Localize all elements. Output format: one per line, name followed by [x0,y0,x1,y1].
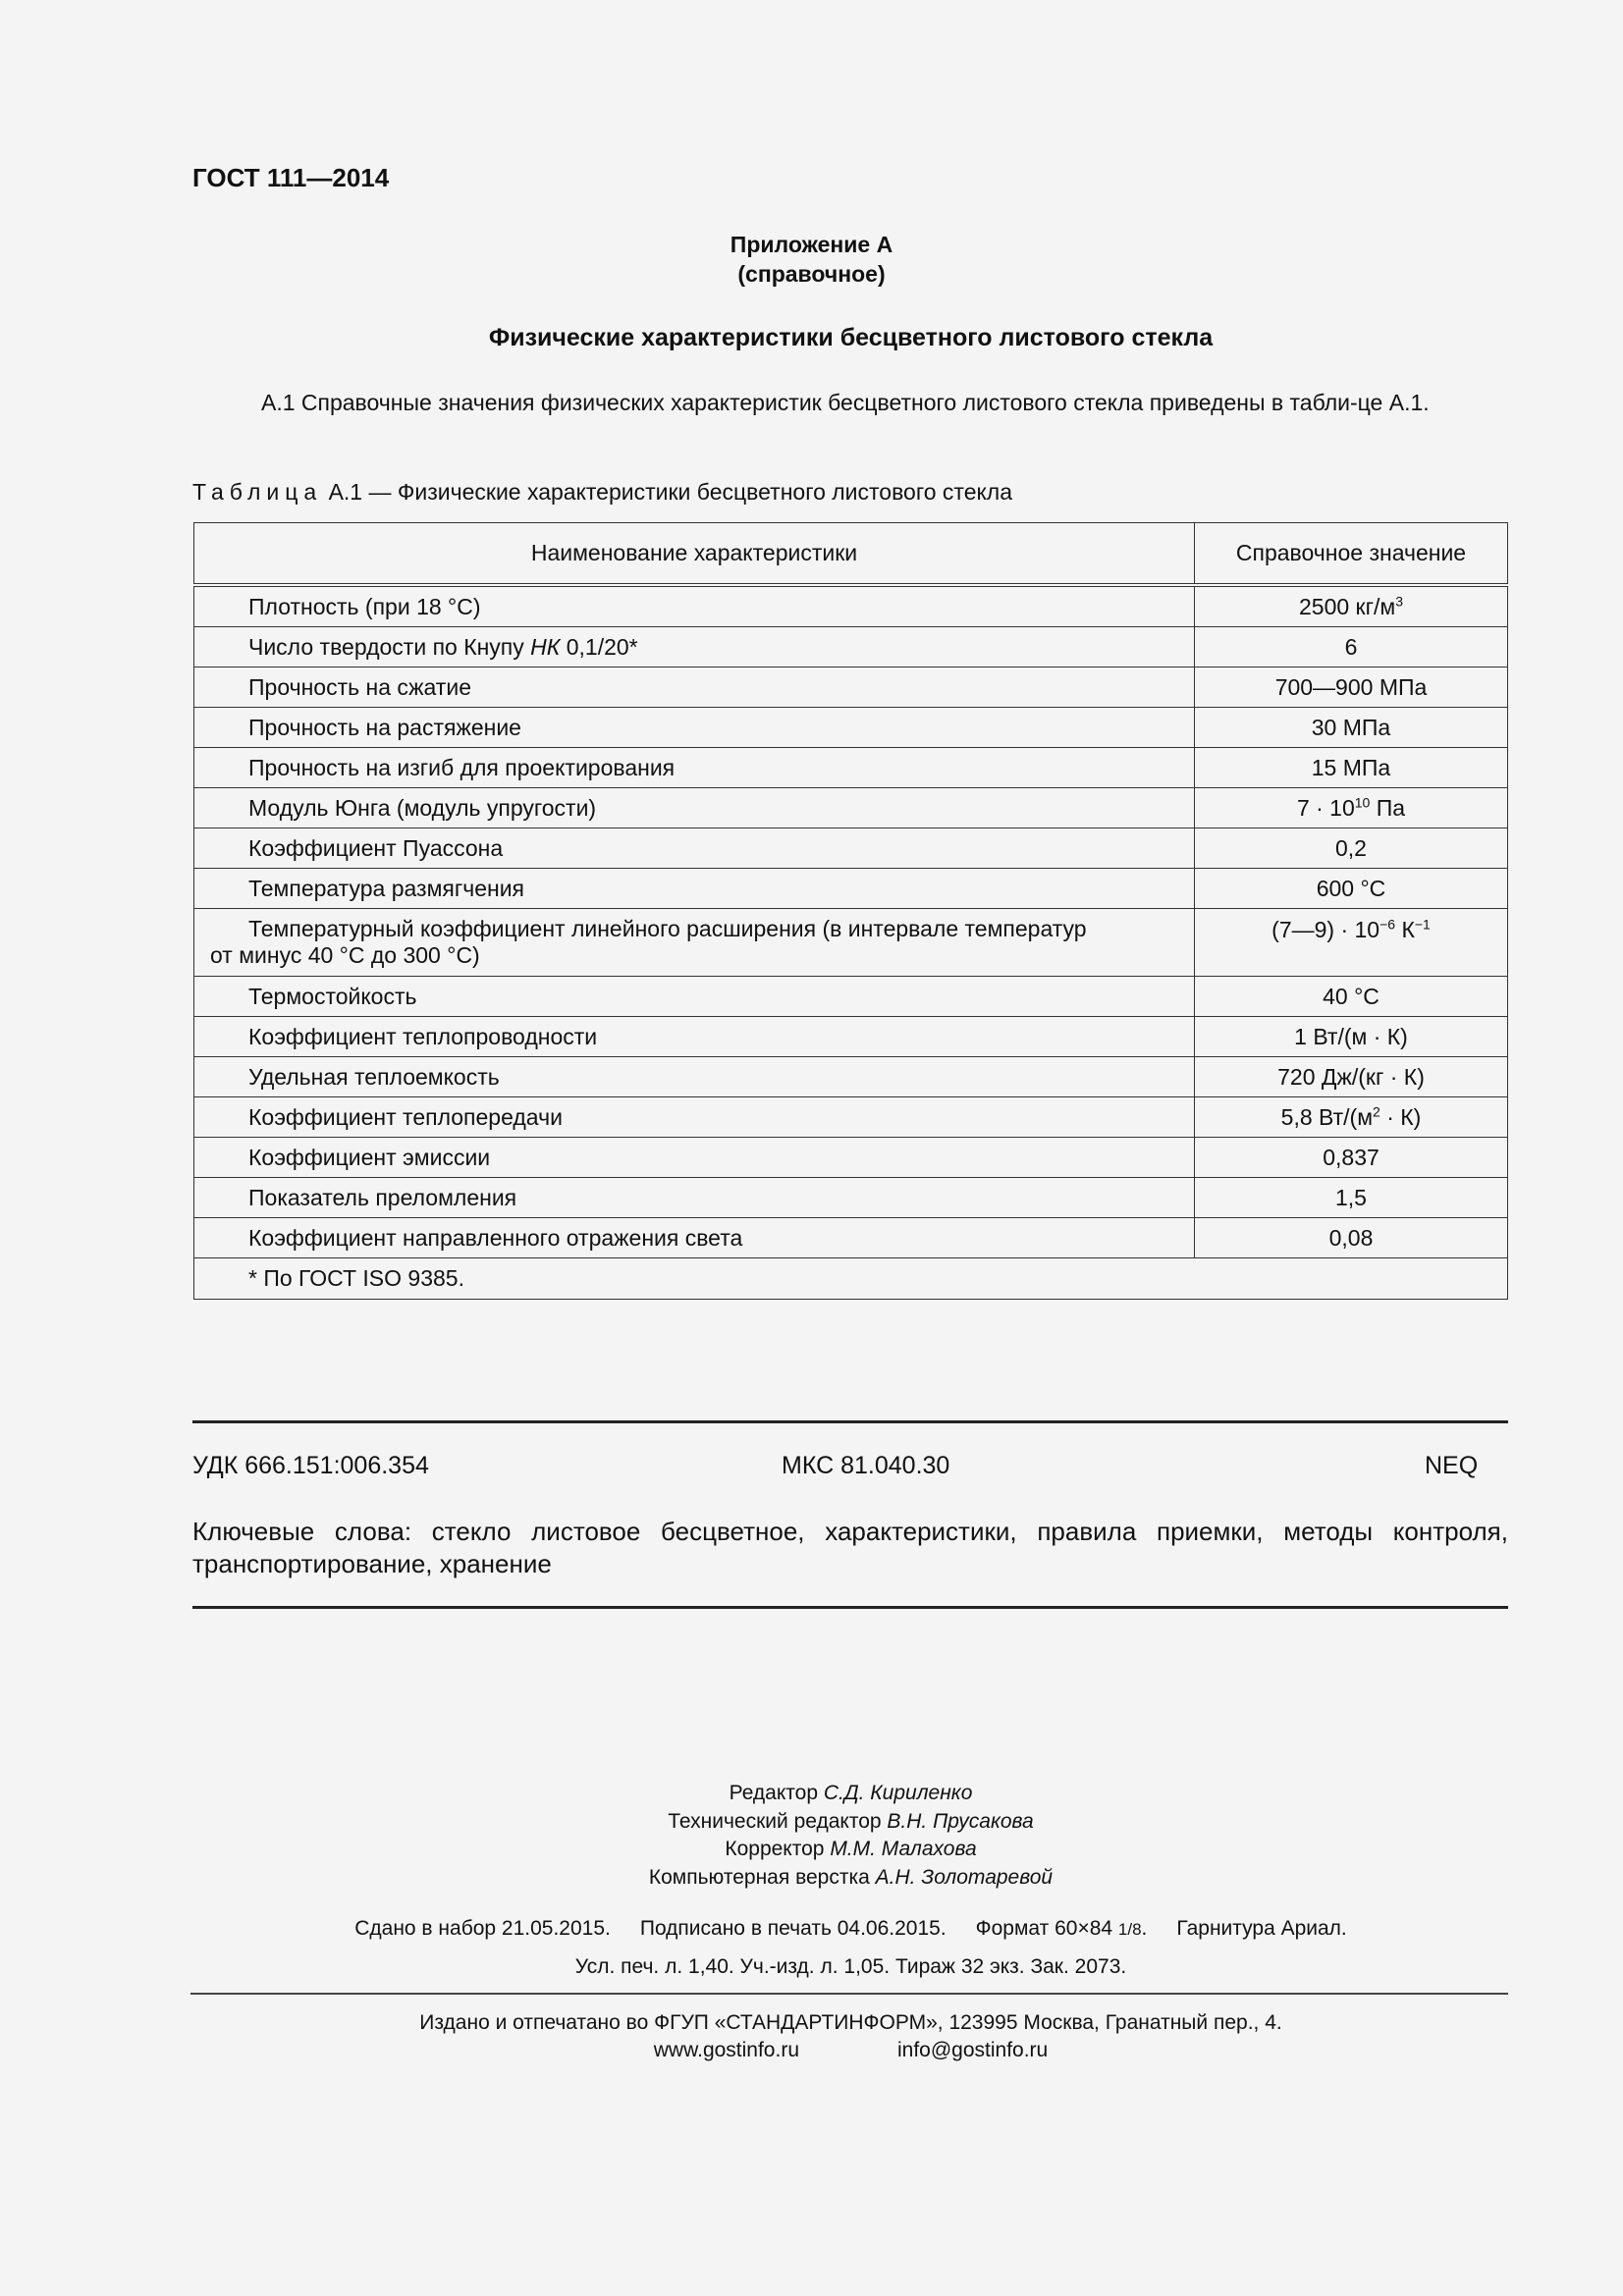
row-name: Число твердости по Кнупу НК 0,1/20* [194,627,1195,667]
row-name: Коэффициент направленного отражения света [194,1218,1195,1258]
row-value: 2500 $кг/м^3$ [1195,585,1508,627]
keywords: Ключевые слова: стекло листовое бесцветное, характеристики, правила приемки, методы контроля, транспортирование, хранение [192,1517,1508,1578]
row-value: 30 МПа [1195,708,1508,748]
row-value: 6 [1195,627,1508,667]
credit-corrector: Корректор М.М. Малахова [725,1838,977,1860]
imprint-sent: Сдано в набор 21.05.2015. [354,1917,611,1940]
table-footnote: * По ГОСТ ISO 9385. [194,1258,1508,1300]
publisher-address: Издано и отпечатано во ФГУП «СТАНДАРТИНФОРМ», 123995 Москва, Гранатный пер., 4. [419,2011,1282,2034]
table-row [194,828,1508,869]
imprint-format: Формат 60×84 [975,1917,1118,1940]
row-name: Прочность на изгиб для проектирования [194,748,1195,788]
row-name: Показатель преломления [194,1178,1195,1218]
row-name: Коэффициент теплопроводности [194,1017,1195,1057]
divider [192,1420,1508,1423]
row-value: 0,2 [1195,828,1508,869]
column-header-value: Справочное значение [1195,523,1508,586]
table-caption [192,479,1012,506]
row-value: 1,5 [1195,1178,1508,1218]
row-value: 0,837 [1195,1138,1508,1178]
publisher-contacts [0,2037,1623,2064]
row-name: Температура размягчения [194,869,1195,909]
table-caption-text: А.1 — Физические характеристики бесцветного листового стекла [328,479,1013,505]
udk-code: УДК 666.151:006.354 [192,1452,429,1479]
table-row [194,788,1508,828]
table-row [194,667,1508,708]
row-name: Температурный коэффициент линейного расширения (в интервале температур от минус 40 °С до 300 °С) [194,909,1195,977]
row-name: Удельная теплоемкость [194,1057,1195,1097]
credit-layout: Компьютерная верстка А.Н. Золотаревой [648,1865,1054,1889]
table-row [194,627,1508,667]
imprint-format-fraction: 1/8 [1117,1920,1142,1939]
column-header-name: Наименование характеристики [194,523,1195,586]
row-name: Коэффициент теплопередачи [194,1097,1195,1138]
row-name: Термостойкость [194,977,1195,1017]
row-value: 0,08 [1195,1218,1508,1258]
annex-heading: Физические характеристики бесцветного листового стекла [488,324,1214,351]
characteristics-table [193,522,1508,1300]
imprint-signed: Подписано в печать 04.06.2015. [639,1917,947,1940]
publisher-block [0,2009,1623,2064]
table-row [194,1057,1508,1097]
row-value: 1 Вт/(м · К) [1195,1017,1508,1057]
imprint-line-2: Усл. печ. л. 1,40. Уч.-изд. л. 1,05. Тираж 32 экз. Зак. 2073. [574,1955,1127,1978]
table-row [194,585,1508,627]
imprint-line-1: Сдано в набор 21.05.2015. Подписано в печать 04.06.2015. Формат 60×84 1/8. Гарнитура Ариал. [354,1917,1347,1940]
row-value: 5,8 $Вт/(м^2 \cdot К)$ [1195,1097,1508,1138]
table-row [194,708,1508,748]
publisher-email[interactable]: info@gostinfo.ru [897,2039,1049,2061]
divider [192,1606,1508,1609]
imprint-font: Гарнитура Ариал. [1176,1917,1347,1940]
row-name: Прочность на растяжение [194,708,1195,748]
row-value: 600 °С [1195,869,1508,909]
row-name: Модуль Юнга (модуль упругости) [194,788,1195,828]
table-footnote-row [194,1258,1508,1300]
row-name: Прочность на сжатие [194,667,1195,708]
table-row [194,977,1508,1017]
row-name: Коэффициент Пуассона [194,828,1195,869]
document-id: ГОСТ 111—2014 [192,163,390,192]
table-row [194,1138,1508,1178]
table-row [194,869,1508,909]
mks-code: МКС 81.040.30 [782,1452,950,1479]
row-value: 700—900 МПа [1195,667,1508,708]
table-caption-prefix: Таблица [192,479,323,505]
neq-label: NEQ [1425,1452,1479,1479]
row-value: 720 Дж/(кг · К) [1195,1057,1508,1097]
table-row [194,748,1508,788]
table-row [194,909,1508,977]
row-value: (7—9) · $10^{-6}$ $К^{-1}$ [1195,909,1508,977]
credit-editor: Редактор С.Д. Кириленко [729,1782,973,1804]
table-row [194,1017,1508,1057]
credit-tech-editor: Технический редактор В.Н. Прусакова [668,1809,1034,1833]
row-value: 15 МПа [1195,748,1508,788]
divider [190,1993,1508,1995]
row-value: 40 °С [1195,977,1508,1017]
credits-block [0,1780,1623,1892]
row-value: $7 \cdot 10^{10}$ Па [1195,788,1508,828]
row-name: Плотность (при 18 °С) [194,585,1195,627]
annex-title: Приложение А [730,232,893,257]
annex-subtitle: (справочное) [737,261,886,287]
intro-paragraph-text: А.1 Справочные значения физических характеристик бесцветного листового стекла приведены в табли-це А.1. [261,390,1430,415]
intro-paragraph [192,388,1508,418]
table-row [194,1178,1508,1218]
table-row [194,1218,1508,1258]
row-name: Коэффициент эмиссии [194,1138,1195,1178]
table-row [194,1097,1508,1138]
publisher-site[interactable]: www.gostinfo.ru [653,2039,799,2061]
